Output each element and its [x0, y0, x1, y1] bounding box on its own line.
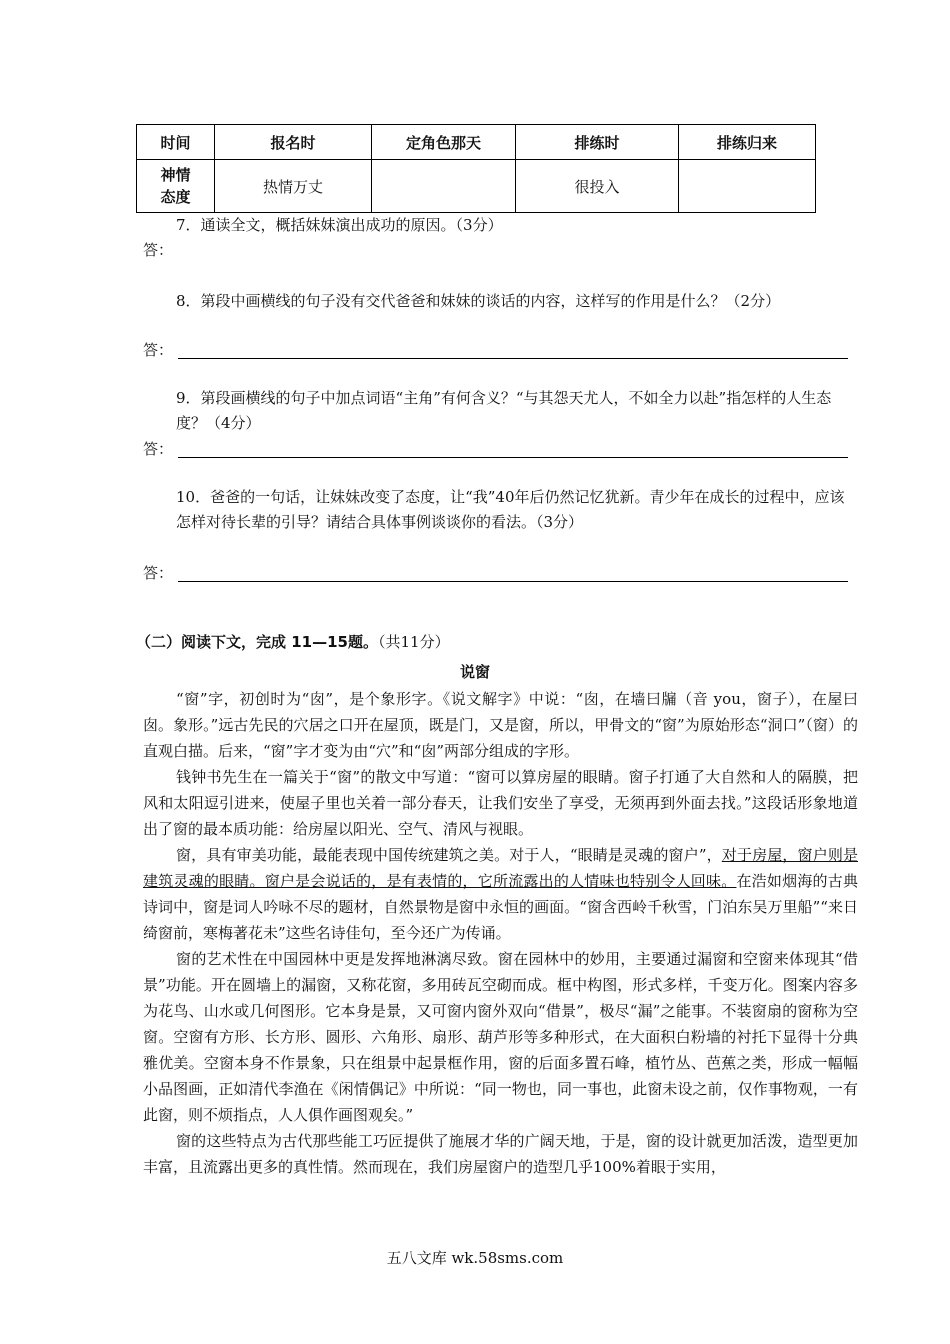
- paragraph: 窗的艺术性在中国园林中更是发挥地淋漓尽致。窗在园林中的妙用，主要通过漏窗和空窗来体现其“借景”功能。开在圆墙上的漏窗，又称花窗，多用砖瓦空砌而成。框中构图，形式多样，千变万化。图案内容多为花鸟、山水或几何图形。它本身是景，又可窗内窗外双向“借景”，极尽“漏”之能事。不装窗扇的窗称为空窗。空窗有方形、长方形、圆形、六角形、扇形、葫芦形等多种形式，在大面积白粉墙的衬托下显得十分典雅优美。空窗本身不作景象，只在组景中起景框作用，窗的后面多置石峰，植竹丛、芭蕉之类，形成一幅幅小品图画，正如清代李渔在《闲情偶记》中所说：“同一物也，同一事也，此窗未设之前，仅作事物观，一有此窗，则不烦指点，人人俱作画图观矣。”: [143, 950, 858, 1124]
- answer-line[interactable]: [178, 457, 848, 458]
- paragraph: “窗”字，初创时为“囱”，是个象形字。《说文解字》中说：“囱，在墙曰牖（音 you，窗子），在屋曰囱。象形。”远古先民的穴居之口开在屋顶，既是门，又是窗，所以，甲骨文的“窗”为原始形态“洞口”（窗）的直观白描。后来，“窗”字才变为由“穴”和“囱”两部分组成的字形。: [143, 690, 858, 760]
- table-header-cell: 报名时: [215, 125, 372, 160]
- question-10: [143, 485, 853, 535]
- table-row: [137, 160, 816, 213]
- paragraph-text: 窗，具有审美功能，最能表现中国传统建筑之美。对于人，“眼睛是灵魂的窗户”，: [176, 846, 722, 864]
- table-cell: [679, 160, 816, 213]
- section-heading-score: （共11分）: [377, 633, 450, 651]
- paragraph-text: 在浩如烟海的古典诗词中，窗是词人吟咏不尽的题材，自然景物是窗中永恒的画面。“窗含西岭千秋雪，门泊东吴万里船”“来日绮窗前，寒梅著花未”这些名诗佳句，至今还广为传诵。: [143, 872, 858, 942]
- question-text: 9．第段画横线的句子中加点词语“主角”有何含义？“与其怨天尤人，不如全力以赴”指怎样的人生态度？（4分）: [176, 389, 832, 432]
- question-text: 7．通读全文，概括妹妹演出成功的原因。（3分）: [176, 216, 503, 234]
- section-heading-text: （二）阅读下文，完成 11—15题。: [136, 633, 378, 651]
- table-row-label: [137, 160, 215, 213]
- question-text: 10．爸爸的一句话，让妹妹改变了态度，让“我”40年后仍然记忆犹新。青少年在成长的过程中，应该怎样对待长辈的引导？请结合具体事例谈谈你的看法。（3分）: [176, 488, 845, 531]
- row-label-line: 神情: [160, 166, 191, 184]
- answer-line[interactable]: [178, 581, 848, 582]
- answer-8: [143, 339, 848, 361]
- emotion-table: [136, 124, 816, 213]
- answer-line[interactable]: [178, 358, 848, 359]
- question-9: [143, 386, 853, 436]
- answer-10: [143, 562, 848, 584]
- paragraph: [143, 842, 858, 946]
- answer-label: 答：: [143, 241, 174, 259]
- answer-label: 答：: [143, 440, 174, 458]
- question-text: 8．第段中画横线的句子没有交代爸爸和妹妹的谈话的内容，这样写的作用是什么？（2分）: [176, 292, 781, 310]
- table-header-cell: 排练归来: [679, 125, 816, 160]
- table-cell: [372, 160, 516, 213]
- table-header-cell: 时间: [137, 125, 215, 160]
- question-8: [143, 289, 853, 314]
- answer-label: 答：: [143, 564, 174, 582]
- article-body: [143, 686, 858, 1180]
- page-footer: 五八文库 wk.58sms.com: [386, 1249, 564, 1267]
- answer-label: 答：: [143, 341, 174, 359]
- table-header-cell: 排练时: [516, 125, 679, 160]
- question-7: [143, 213, 853, 263]
- table-cell: 热情万丈: [215, 160, 372, 213]
- paragraph: 钱钟书先生在一篇关于“窗”的散文中写道：“窗可以算房屋的眼睛。窗子打通了大自然和人的隔膜，把风和太阳逗引进来，使屋子里也关着一部分春天，让我们安坐了享受，无须再到外面去找。”这段话形象地道出了窗的最本质功能：给房屋以阳光、空气、清风与视眼。: [143, 768, 858, 838]
- table-header-row: [137, 125, 816, 160]
- table-header-cell: 定角色那天: [372, 125, 516, 160]
- underlined-sentence: 对于房屋，窗户则是建筑灵魂的眼睛。窗户是会说话的，是有表情的，它所流露出的人情味也特别令人回味。: [143, 846, 858, 890]
- table-cell: 很投入: [516, 160, 679, 213]
- answer-9: [143, 438, 848, 460]
- paragraph: 窗的这些特点为古代那些能工巧匠提供了施展才华的广阔天地，于是，窗的设计就更加活泼，造型更加丰富，且流露出更多的真性情。然而现在，我们房屋窗户的造型几乎100%着眼于实用，: [143, 1132, 858, 1176]
- row-label-line: 态度: [160, 188, 191, 206]
- article-title: 说窗: [459, 663, 490, 681]
- section-heading: [136, 631, 450, 652]
